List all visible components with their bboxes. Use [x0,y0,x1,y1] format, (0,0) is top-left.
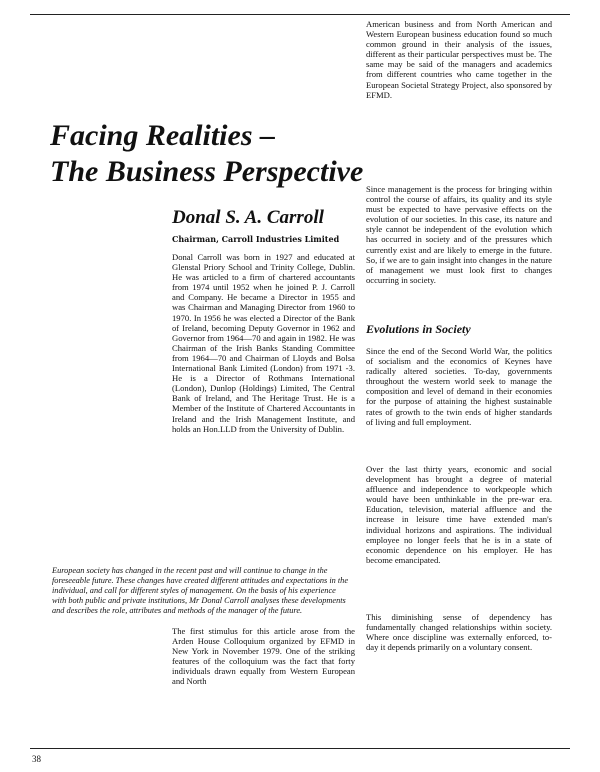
bottom-rule [30,748,570,749]
author-biography: Donal Carroll was born in 1927 and educated at Glenstal Priory School and Trinity College, Dublin. He was articled to a firm of chartered accountants from 1974 until 1952 when he joined P. J. Carroll and Company. He became a Director in 1955 and was Chairman and Managing Director from 1960 to 1970. In 1956 he was elected a Director of the Bank of Ireland, becoming Deputy Governor in 1962 and Governor from 1964—70 and again in 1982. He was Chairman of the Irish Banks Standing Committee from 1964—70 and Chairman of Lloyds and Bolsa International Bank Limited (London) from 1971 -3. He is a Director of Rothmans International (London), Dunlop (Holdings) Limited, The Central Bank of Ireland, and The Heritage Trust. He is a Member of the Institute of Chartered Accountants in Ireland and the Irish Management Institute, and holds an Hon.LLD from the University of Dublin. [172,252,355,434]
section-heading: Evolutions in Society [366,322,471,336]
title-line-2: The Business Perspective [50,155,364,188]
body-paragraph-1: The first stimulus for this article arose from the Arden House Colloquium organized by EFMD in New York in November 1979. One of the striking features of the colloquium was the fact that forty individuals drawn equally from Western European and North [172,626,355,687]
body-paragraph-3: Since management is the process for bringing within control the course of affairs, its quality and its style must be expected to have pervasive effects on the evolution of our societies. In this case, its nature and style cannot be independent of the evolution which has occurred in society and of the pressures which currently exist and are likely to emerge in the future. So, if we are to gain insight into changes in the nature of management we must look first to changes occurring in society. [366,184,552,285]
article-title [50,118,364,190]
body-paragraph-4: Since the end of the Second World War, the politics of socialism and the economics of Keynes have radically altered societies. To-day, governments throughout the western world seek to manage the composition and level of demand in their economies for the purpose of attaining the highest sustainable rates of growth to the twin ends of higher standards of living and full employment. [366,346,552,427]
page-number: 38 [32,754,41,764]
article-introduction: European society has changed in the recent past and will continue to change in the foreseeable future. These changes have created different attitudes and expectations in the individual, and call for different styles of management. On the basis of his experience with both public and private institutions, Mr Donal Carroll analyses these developments and describes the role, attributes and methods of the manager of the future. [52,566,348,616]
author-role: Chairman, Carroll Industries Limited [172,234,340,244]
top-rule [30,14,570,15]
body-paragraph-5: Over the last thirty years, economic and social development has brought a degree of material affluence and independence to workpeople which would have been unthinkable in the pre-war era. Education, television, material affluence and the increase in leisure time have extended man's individual horizons and aspirations. The individual employee no longer feels that he is in a state of economic dependence on his employer. He has become emancipated. [366,464,552,565]
title-line-1: Facing Realities – [50,119,275,152]
body-paragraph-2: American business and from North American and Western European business education found so much common ground in their analysis of the issues, different as their particular perspectives must be. The same may be said of the managers and academics from different countries who came together in the European Societal Strategy Project, also sponsored by EFMD. [366,19,552,100]
author-name: Donal S. A. Carroll [172,207,324,228]
body-paragraph-6: This diminishing sense of dependency has fundamentally changed relationships within society. Where once discipline was externally enforced, to-day it depends primarily on a voluntary consent. [366,612,552,653]
